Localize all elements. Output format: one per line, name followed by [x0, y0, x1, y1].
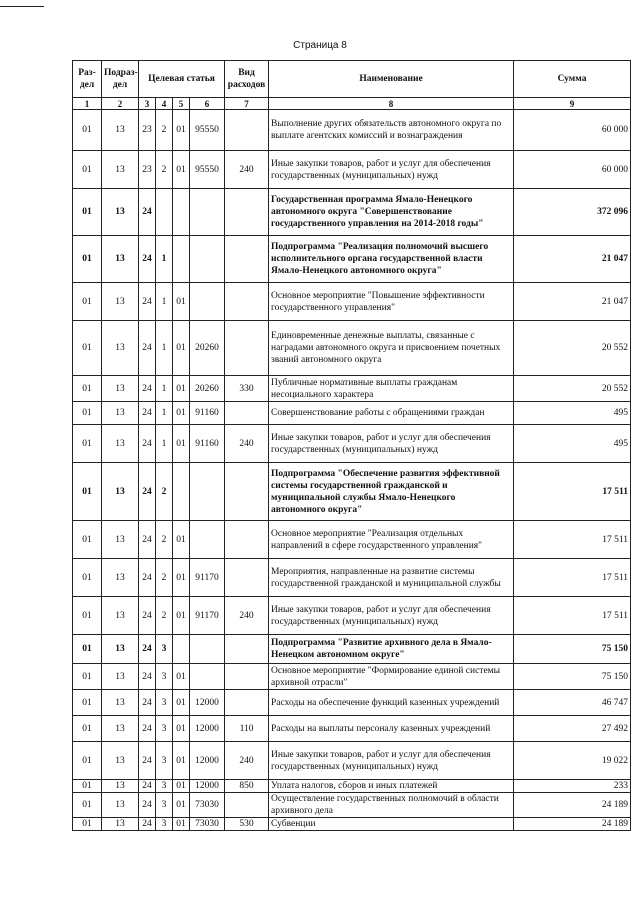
expense-type-cell — [225, 793, 269, 818]
expense-type-cell — [225, 463, 269, 521]
sum-cell: 21 047 — [514, 236, 631, 283]
event-code-cell: 01 — [173, 559, 190, 597]
corner-mark — [0, 0, 44, 7]
sum-cell: 46 747 — [514, 690, 631, 716]
header-num-8: 8 — [269, 98, 514, 110]
table-row — [73, 780, 631, 793]
direction-code-cell: 12000 — [190, 690, 225, 716]
name-cell: Основное мероприятие "Формирование единой системы архивной отрасли" — [269, 664, 514, 690]
program-code-cell: 24 — [139, 425, 156, 463]
name-cell: Основное мероприятие "Повышение эффективности государственного управления" — [269, 283, 514, 321]
page-label: Страница 8 — [293, 40, 347, 51]
table-row — [73, 716, 631, 742]
subprogram-code-cell: 2 — [156, 521, 173, 559]
subprogram-code-cell: 3 — [156, 635, 173, 664]
razdel-cell: 01 — [73, 376, 102, 402]
subprogram-code-cell: 2 — [156, 463, 173, 521]
header-num-9: 9 — [514, 98, 631, 110]
razdel-cell: 01 — [73, 402, 102, 425]
program-code-cell: 24 — [139, 597, 156, 635]
budget-table — [72, 60, 631, 831]
header-num-5: 5 — [173, 98, 190, 110]
sum-cell: 372 096 — [514, 189, 631, 236]
program-code-cell: 24 — [139, 236, 156, 283]
expense-type-cell: 240 — [225, 425, 269, 463]
podrazdel-cell: 13 — [102, 189, 139, 236]
name-cell: Государственная программа Ямало-Ненецкого автономного округа "Совершенствование государственного управления на 2014-2018 годы" — [269, 189, 514, 236]
program-code-cell: 24 — [139, 690, 156, 716]
podrazdel-cell: 13 — [102, 236, 139, 283]
event-code-cell: 01 — [173, 425, 190, 463]
table-row — [73, 110, 631, 151]
name-cell: Подпрограмма "Развитие архивного дела в Ямало-Ненецком автономном округе" — [269, 635, 514, 664]
podrazdel-cell: 13 — [102, 559, 139, 597]
direction-code-cell: 73030 — [190, 818, 225, 831]
razdel-cell: 01 — [73, 189, 102, 236]
table-row — [73, 151, 631, 189]
table-row — [73, 818, 631, 831]
subprogram-code-cell: 2 — [156, 110, 173, 151]
program-code-cell: 24 — [139, 780, 156, 793]
table-row — [73, 236, 631, 283]
header-num-3: 3 — [139, 98, 156, 110]
direction-code-cell — [190, 635, 225, 664]
program-code-cell: 24 — [139, 664, 156, 690]
program-code-cell: 24 — [139, 716, 156, 742]
event-code-cell: 01 — [173, 521, 190, 559]
razdel-cell: 01 — [73, 559, 102, 597]
program-code-cell: 23 — [139, 151, 156, 189]
event-code-cell — [173, 463, 190, 521]
program-code-cell: 24 — [139, 635, 156, 664]
razdel-cell: 01 — [73, 151, 102, 189]
direction-code-cell: 12000 — [190, 742, 225, 780]
razdel-cell: 01 — [73, 321, 102, 376]
expense-type-cell — [225, 110, 269, 151]
table-row — [73, 189, 631, 236]
program-code-cell: 24 — [139, 742, 156, 780]
expense-type-cell — [225, 189, 269, 236]
program-code-cell: 24 — [139, 559, 156, 597]
name-cell: Иные закупки товаров, работ и услуг для обеспечения государственных (муниципальных) нужд — [269, 742, 514, 780]
header-num-2: 2 — [102, 98, 139, 110]
program-code-cell: 24 — [139, 189, 156, 236]
expense-type-cell: 240 — [225, 742, 269, 780]
header-num-4: 4 — [156, 98, 173, 110]
expense-type-cell — [225, 521, 269, 559]
subprogram-code-cell: 3 — [156, 818, 173, 831]
podrazdel-cell: 13 — [102, 818, 139, 831]
program-code-cell: 24 — [139, 402, 156, 425]
expense-type-cell: 850 — [225, 780, 269, 793]
event-code-cell: 01 — [173, 690, 190, 716]
header-target: Целевая статья — [139, 61, 225, 98]
sum-cell: 60 000 — [514, 151, 631, 189]
sum-cell: 20 552 — [514, 321, 631, 376]
podrazdel-cell: 13 — [102, 376, 139, 402]
expense-type-cell: 240 — [225, 151, 269, 189]
event-code-cell: 01 — [173, 664, 190, 690]
name-cell: Подпрограмма "Обеспечение развития эффективной системы государственной гражданской и муниципальной службы Ямало-Ненецкого автономного округа" — [269, 463, 514, 521]
razdel-cell: 01 — [73, 742, 102, 780]
table-row — [73, 664, 631, 690]
subprogram-code-cell: 3 — [156, 793, 173, 818]
expense-type-cell — [225, 690, 269, 716]
podrazdel-cell: 13 — [102, 151, 139, 189]
direction-code-cell — [190, 189, 225, 236]
podrazdel-cell: 13 — [102, 597, 139, 635]
program-code-cell: 24 — [139, 321, 156, 376]
direction-code-cell: 95550 — [190, 110, 225, 151]
direction-code-cell — [190, 521, 225, 559]
header-razdel: Раз-дел — [73, 61, 102, 98]
event-code-cell: 01 — [173, 716, 190, 742]
razdel-cell: 01 — [73, 236, 102, 283]
subprogram-code-cell: 1 — [156, 283, 173, 321]
podrazdel-cell: 13 — [102, 463, 139, 521]
event-code-cell: 01 — [173, 780, 190, 793]
table-row — [73, 597, 631, 635]
header-name: Наименование — [269, 61, 514, 98]
podrazdel-cell: 13 — [102, 716, 139, 742]
subprogram-code-cell: 1 — [156, 236, 173, 283]
direction-code-cell: 91160 — [190, 425, 225, 463]
event-code-cell — [173, 189, 190, 236]
name-cell: Иные закупки товаров, работ и услуг для обеспечения государственных (муниципальных) нужд — [269, 597, 514, 635]
name-cell: Единовременные денежные выплаты, связанные с наградами автономного округа и присвоением почетных званий автономного округа — [269, 321, 514, 376]
direction-code-cell: 20260 — [190, 321, 225, 376]
subprogram-code-cell — [156, 189, 173, 236]
event-code-cell: 01 — [173, 321, 190, 376]
sum-cell: 17 511 — [514, 559, 631, 597]
name-cell: Публичные нормативные выплаты гражданам несоциального характера — [269, 376, 514, 402]
expense-type-cell: 110 — [225, 716, 269, 742]
expense-type-cell — [225, 635, 269, 664]
subprogram-code-cell: 1 — [156, 376, 173, 402]
sum-cell: 17 511 — [514, 463, 631, 521]
table-row — [73, 321, 631, 376]
podrazdel-cell: 13 — [102, 793, 139, 818]
subprogram-code-cell: 2 — [156, 597, 173, 635]
name-cell: Расходы на обеспечение функций казенных учреждений — [269, 690, 514, 716]
subprogram-code-cell: 2 — [156, 151, 173, 189]
podrazdel-cell: 13 — [102, 690, 139, 716]
razdel-cell: 01 — [73, 635, 102, 664]
sum-cell: 17 511 — [514, 597, 631, 635]
program-code-cell: 24 — [139, 376, 156, 402]
razdel-cell: 01 — [73, 818, 102, 831]
event-code-cell: 01 — [173, 151, 190, 189]
direction-code-cell — [190, 463, 225, 521]
name-cell: Совершенствование работы с обращениями граждан — [269, 402, 514, 425]
name-cell: Подпрограмма "Реализация полномочий высшего исполнительного органа государственной власти Ямало-Ненецкого автономного округа" — [269, 236, 514, 283]
razdel-cell: 01 — [73, 690, 102, 716]
sum-cell: 75 150 — [514, 635, 631, 664]
razdel-cell: 01 — [73, 110, 102, 151]
direction-code-cell: 73030 — [190, 793, 225, 818]
event-code-cell: 01 — [173, 402, 190, 425]
program-code-cell: 24 — [139, 818, 156, 831]
table-row — [73, 635, 631, 664]
header-num-6: 6 — [190, 98, 225, 110]
expense-type-cell — [225, 321, 269, 376]
razdel-cell: 01 — [73, 283, 102, 321]
sum-cell: 233 — [514, 780, 631, 793]
podrazdel-cell: 13 — [102, 321, 139, 376]
podrazdel-cell: 13 — [102, 780, 139, 793]
table-row — [73, 793, 631, 818]
event-code-cell: 01 — [173, 110, 190, 151]
subprogram-code-cell: 3 — [156, 664, 173, 690]
podrazdel-cell: 13 — [102, 635, 139, 664]
expense-type-cell — [225, 283, 269, 321]
subprogram-code-cell: 3 — [156, 690, 173, 716]
sum-cell: 495 — [514, 402, 631, 425]
name-cell: Осуществление государственных полномочий в области архивного дела — [269, 793, 514, 818]
name-cell: Выполнение других обязательств автономного округа по выплате агентских комиссий и вознаграждения — [269, 110, 514, 151]
expense-type-cell: 330 — [225, 376, 269, 402]
podrazdel-cell: 13 — [102, 742, 139, 780]
razdel-cell: 01 — [73, 780, 102, 793]
header-sum: Сумма — [514, 61, 631, 98]
subprogram-code-cell: 3 — [156, 742, 173, 780]
sum-cell: 19 022 — [514, 742, 631, 780]
direction-code-cell — [190, 283, 225, 321]
event-code-cell: 01 — [173, 376, 190, 402]
expense-type-cell: 530 — [225, 818, 269, 831]
program-code-cell: 24 — [139, 793, 156, 818]
sum-cell: 495 — [514, 425, 631, 463]
sum-cell: 75 150 — [514, 664, 631, 690]
program-code-cell: 24 — [139, 283, 156, 321]
table-row — [73, 425, 631, 463]
direction-code-cell: 20260 — [190, 376, 225, 402]
razdel-cell: 01 — [73, 521, 102, 559]
sum-cell: 20 552 — [514, 376, 631, 402]
subprogram-code-cell: 3 — [156, 780, 173, 793]
sum-cell: 21 047 — [514, 283, 631, 321]
subprogram-code-cell: 3 — [156, 716, 173, 742]
program-code-cell: 24 — [139, 463, 156, 521]
razdel-cell: 01 — [73, 597, 102, 635]
sum-cell: 60 000 — [514, 110, 631, 151]
sum-cell: 24 189 — [514, 818, 631, 831]
subprogram-code-cell: 1 — [156, 321, 173, 376]
podrazdel-cell: 13 — [102, 402, 139, 425]
event-code-cell: 01 — [173, 818, 190, 831]
name-cell: Субвенции — [269, 818, 514, 831]
podrazdel-cell: 13 — [102, 110, 139, 151]
name-cell: Мероприятия, направленные на развитие системы государственной гражданской и муниципальной службы — [269, 559, 514, 597]
razdel-cell: 01 — [73, 793, 102, 818]
event-code-cell — [173, 635, 190, 664]
table-row — [73, 402, 631, 425]
expense-type-cell — [225, 236, 269, 283]
name-cell: Иные закупки товаров, работ и услуг для обеспечения государственных (муниципальных) нужд — [269, 151, 514, 189]
expense-type-cell — [225, 664, 269, 690]
direction-code-cell: 91170 — [190, 559, 225, 597]
expense-type-cell: 240 — [225, 597, 269, 635]
expense-type-cell — [225, 402, 269, 425]
podrazdel-cell: 13 — [102, 283, 139, 321]
direction-code-cell: 91170 — [190, 597, 225, 635]
event-code-cell: 01 — [173, 597, 190, 635]
table-row — [73, 521, 631, 559]
header-podrazdel: Подраз-дел — [102, 61, 139, 98]
table-row — [73, 283, 631, 321]
razdel-cell: 01 — [73, 664, 102, 690]
program-code-cell: 24 — [139, 521, 156, 559]
subprogram-code-cell: 1 — [156, 402, 173, 425]
header-num-7: 7 — [225, 98, 269, 110]
direction-code-cell — [190, 664, 225, 690]
sum-cell: 24 189 — [514, 793, 631, 818]
table-row — [73, 463, 631, 521]
direction-code-cell: 12000 — [190, 780, 225, 793]
podrazdel-cell: 13 — [102, 664, 139, 690]
event-code-cell: 01 — [173, 283, 190, 321]
header-num-1: 1 — [73, 98, 102, 110]
direction-code-cell — [190, 236, 225, 283]
direction-code-cell: 95550 — [190, 151, 225, 189]
table-row — [73, 559, 631, 597]
podrazdel-cell: 13 — [102, 521, 139, 559]
event-code-cell — [173, 236, 190, 283]
table-row — [73, 376, 631, 402]
event-code-cell: 01 — [173, 742, 190, 780]
sum-cell: 17 511 — [514, 521, 631, 559]
razdel-cell: 01 — [73, 463, 102, 521]
name-cell: Иные закупки товаров, работ и услуг для обеспечения государственных (муниципальных) нужд — [269, 425, 514, 463]
podrazdel-cell: 13 — [102, 425, 139, 463]
direction-code-cell: 12000 — [190, 716, 225, 742]
name-cell: Расходы на выплаты персоналу казенных учреждений — [269, 716, 514, 742]
event-code-cell: 01 — [173, 793, 190, 818]
sum-cell: 27 492 — [514, 716, 631, 742]
program-code-cell: 23 — [139, 110, 156, 151]
direction-code-cell: 91160 — [190, 402, 225, 425]
table-row — [73, 690, 631, 716]
subprogram-code-cell: 2 — [156, 559, 173, 597]
name-cell: Основное мероприятие "Реализация отдельных направлений в сфере государственного управления" — [269, 521, 514, 559]
table-row — [73, 742, 631, 780]
razdel-cell: 01 — [73, 425, 102, 463]
expense-type-cell — [225, 559, 269, 597]
subprogram-code-cell: 1 — [156, 425, 173, 463]
razdel-cell: 01 — [73, 716, 102, 742]
name-cell: Уплата налогов, сборов и иных платежей — [269, 780, 514, 793]
header-vid: Вид расходов — [225, 61, 269, 98]
